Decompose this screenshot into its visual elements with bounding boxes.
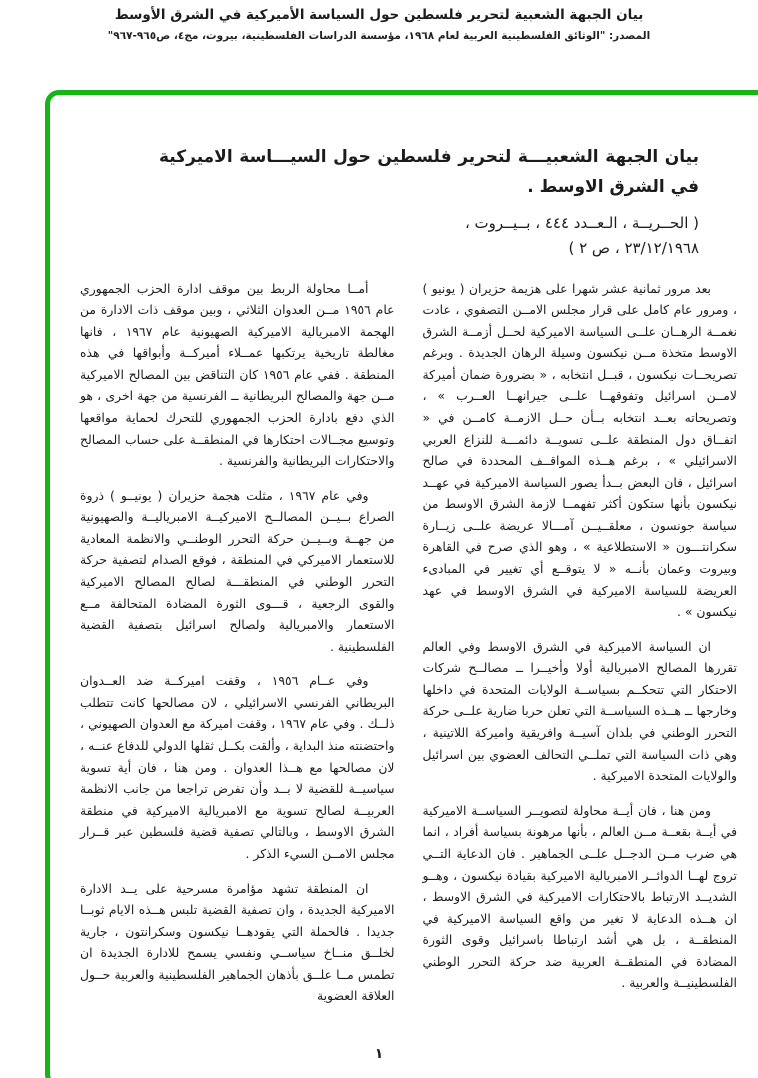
statement-citation (80, 211, 699, 262)
paragraph-left-1: أمــا محاولة الربط بين موقف ادارة الحزب الجمهوري عام ١٩٥٦ مــن العدوان الثلاثي ، وبين موقف ذات الادارة من الهجمة الامبريالية الاميركية الصهيونية عام ١٩٦٧ ، فانها مغالطة تاريخية يرتكبها عمــلاء أميركــة وأبواقها في هذه المنطقة . ففي عام ١٩٥٦ كان التناقض بين المصالح الاميركية مــن جهة والمصالح البريطانية ــ الفرنسية من جهة اخرى ، هو الذي دفع بادارة الحزب الجمهوري للتحرك لحماية مواقعها وتوسيع مجــالات احتكارها في المنطقــة على حساب المصالح والاحتكارات البريطانية والفرنسية . (80, 280, 395, 469)
citation-line-2: ٢٣/١٢/١٩٦٨ ، ص ٢ ) (568, 239, 699, 257)
paragraph-right-2: ان السياسة الاميركية في الشرق الاوسط وفي العالم تقررها المصالح الامبريالية أولا وأخيــرا ــ مصالــح شركات الاحتكار التي تتحكــم بسياســة الولايات المتحدة في داخلها وخارجها ــ هــذه السياســة التي تعلن حربا ضارية علــى حركة التحرر الوطني في بلدان آسيــة وافريقية واميركة اللاتينية ، وهي ذات السياسة التي تملــي التحالف العضوي بين اسرائيل والولايات المتحدة الاميركية . (422, 638, 737, 784)
paragraph-left-4: ان المنطقة تشهد مؤامرة مسرحية على يــد الادارة الاميركية الجديدة ، وان تصفية القضية تلبس هــذه الايام ثوبــا جديدا . فالحملة التي يقودهــا نيكسون وسكرانتون ، جارية لخلــق منــاخ سياســي ونفسي يسمح للادارة الجديدة ان تطمس مــا علــق بأذهان الجماهير الفلسطينية والعربية حــول العلاقة العضوية (80, 880, 395, 1004)
citation-line-1: ( الحــريــة ، الـعــدد ٤٤٤ ، بــيــروت ، (464, 213, 699, 232)
paragraph-left-2: وفي عام ١٩٦٧ ، مثلت هجمة حزيران ( يونيــو ) ذروة الصراع بــيــن المصالــح الاميركيــة الامبرياليــة والصهيونية من جهــة وبــيــن حركة التحرر الوطنــي والانظمة المعادية للاستعمار الاميركي في المنطقة ، فوقع الصدام لتصفية حركة التحرر الوطني في المنطقـــة لصالح المصالح الاميركية والقوى الرجعية ، قـــوى الثورة المضادة المتحالفة مــع الاستعمار والامبريالية ولصالح اسرائيل بتصفية القضية الفلسطينية . (80, 487, 395, 654)
column-left (80, 278, 395, 1021)
paragraph-right-3: ومن هنا ، فان أيــة محاولة لتصويــر السياســة الاميركية في أيــة بقعــة مــن العالم ، بأنها مرهونة بسياسة أفراد ، انما هي ضرب مــن الدجــل علــى الجماهير . فان الدعاية التــي تروج لهــا الدوائــر الامبريالية الاميركية بقيادة نيكسون ، وهــو الشديــد الارتباط بالاحتكارات الاميركية في الشرق الاوسط ، ان هــذه الدعاية لا تغير من واقع السياسة الاميركية في المنطقــة ، بل هي أشد ارتباطا باسرائيل وقوى الثورة المضادة في المنطقــة العربية ضد حركة التحرر الوطني الفلسطينيــة والعربية . (422, 802, 737, 991)
statement-title: بيان الجبهة الشعبيـــة لتحرير فلسطين حول السيـــاسة الاميركية في الشرق الاوسط . (159, 147, 699, 197)
document-header (0, 0, 758, 42)
green-border-frame (45, 90, 758, 1078)
header-title: بيان الجبهة الشعبية لتحرير فلسطين حول السياسة الأميركية في الشرق الأوسط (114, 7, 644, 23)
two-column-body (80, 278, 737, 1021)
paragraph-left-3: وفي عــام ١٩٥٦ ، وقفت اميركــة ضد العــدوان البريطاني الفرنسي الاسرائيلي ، لان مصالحها كانت تتطلب ذلــك . وفي عام ١٩٦٧ ، وقفت اميركة مع العدوان الصهيوني ، واحتضنته منذ البداية ، وألقت بكــل ثقلها الدولي للدفاع عنــه ، لان مصالحها مع هــذا العدوان . ومن هنا ، فان أية تسوية سياسيــة للقضية لا بــد وأن تفرض تراجعا من جانب الانظمة العربيــة لصالح تسوية مع الامبريالية الاميركية في منطقة الشرق الاوسط ، وبالتالي تصفية قضية فلسطين عبر قــرار مجلس الامــن السيء الذكر . (80, 673, 395, 861)
header-source-line: المصدر: "الوثائق الفلسطينية العربية لعام ١٩٦٨، مؤسسة الدراسات الفلسطينية، بيروت، مج٤، ص٩٦٥-٩٦٧" (107, 30, 651, 42)
paragraph-right-1: بعد مرور ثمانية عشر شهرا على هزيمة حزيران ( يونيو ) ، ومرور عام كامل على قرار مجلس الامــن التصفوي ، عادت نغمــة الرهــان علــى السياسة الاميركية لحــل أزمــة الشرق الاوسط متخذة مــن نيكسون وسيلة الرهان الجديدة . وبرغم تصريحــات نيكسون ، قبــل انتخابه ، « بضرورة ضمان أميركة لامــن اسرائيل وتفوقهــا علــى جيرانهــا العــرب » ، وتصريحاته بعــد انتخابه بــأن حــل الازمــة كامــن في « اتفــاق دول المنطقة علــى تسويــة دائمـــة للنزاع العربي الاسرائيلي » ، برغم هــذه المواقــف المحددة في صالح اسرائيل ، فان البعض بــدأ يصور السياسة الاميركية في عهــد نيكسون بأنها ستكون أكثر تفهمــا لازمة الشرق الاوسط من سياسة جونسون ، معلقــيــن آمـــالا عريضة علــى زيــارة سكرانتـــون « الاستطلاعية » ، وهو الذي صرح في القاهرة وبيروت وعمان بأنــه « لا يتوقــع أي تغيير في المبادىء العريضة للسياسة الاميركية في الشرق الاوسط في عهد نيكسون » . (422, 280, 737, 620)
page-number: ١ (374, 1046, 384, 1062)
column-right (423, 278, 738, 1021)
